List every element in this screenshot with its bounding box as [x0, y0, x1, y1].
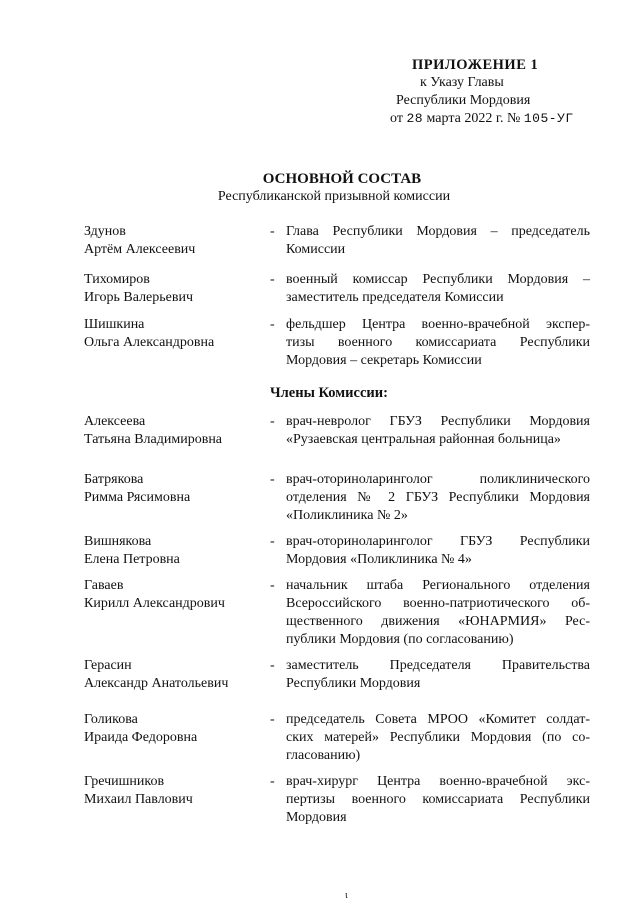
date-rest: марта 2022 г. № — [423, 111, 521, 126]
member-given-name: Игорь Валерьевич — [84, 290, 194, 305]
dash: - — [270, 534, 275, 549]
position-line: щественного движения «ЮНАРМИЯ» Рес- — [286, 614, 590, 629]
position-line: врач-невролог ГБУЗ Республики Мордовия — [286, 414, 590, 429]
position-line: фельдшер Центра военно-врачебной экспер- — [286, 317, 590, 332]
dash: - — [270, 578, 275, 593]
position-line: Глава Республики Мордовия – председатель — [286, 224, 590, 239]
member-given-name: Ираида Федоровна — [84, 730, 198, 745]
appendix-line-republic: Республики Мордовия — [396, 93, 531, 108]
appendix-block — [390, 56, 610, 128]
member-position — [286, 577, 590, 649]
member-position — [286, 316, 590, 370]
member-name — [84, 657, 259, 693]
member-position — [286, 471, 590, 525]
position-line: военный комиссар Республики Мордовия – — [286, 272, 590, 287]
member-surname: Гаваев — [84, 578, 124, 593]
member-position — [286, 657, 590, 693]
position-line: Мордовия «Поликлиника № 4» — [286, 552, 472, 567]
position-line: заместитель Председателя Правительства — [286, 658, 590, 673]
position-line: Всероссийского военно-патриотического об- — [286, 596, 590, 611]
document-heading — [0, 170, 640, 206]
date-day: 28 — [406, 111, 424, 126]
member-position — [286, 711, 590, 765]
member-position — [286, 773, 590, 827]
member-name — [84, 773, 259, 809]
member-name — [84, 316, 259, 352]
position-line: начальник штаба Регионального отделения — [286, 578, 590, 593]
dash: - — [270, 712, 275, 727]
position-line: «Поликлиника № 2» — [286, 508, 408, 523]
dash: - — [270, 472, 275, 487]
dash: - — [270, 414, 275, 429]
position-line: председатель Совета МРОО «Комитет солдат- — [286, 712, 590, 727]
page-mark: ι — [345, 890, 348, 901]
member-position — [286, 533, 590, 569]
member-position — [286, 271, 590, 307]
position-line: гласованию) — [286, 748, 361, 763]
member-position — [286, 413, 590, 449]
member-position — [286, 223, 590, 259]
member-given-name: Римма Рясимовна — [84, 490, 191, 505]
member-name — [84, 471, 259, 507]
member-given-name: Кирилл Александрович — [84, 596, 225, 611]
position-line: пертизы военного комиссариата Республики — [286, 792, 590, 807]
position-line: заместитель председателя Комиссии — [286, 290, 504, 305]
member-surname: Батрякова — [84, 472, 144, 487]
position-line: тизы военного комиссариата Республики — [286, 335, 590, 350]
dash: - — [270, 272, 275, 287]
position-line: ских матерей» Республики Мордовия (по со- — [286, 730, 590, 745]
position-line: отделения № 2 ГБУЗ Республики Мордовия — [286, 490, 590, 505]
appendix-date-line — [390, 110, 610, 128]
member-surname: Герасин — [84, 658, 132, 673]
appendix-title: ПРИЛОЖЕНИЕ 1 — [412, 57, 539, 73]
dash: - — [270, 317, 275, 332]
document-title: ОСНОВНОЙ СОСТАВ — [262, 171, 422, 187]
date-prefix: от — [390, 111, 403, 126]
member-name — [84, 271, 259, 307]
position-line: Комиссии — [286, 242, 346, 257]
position-line: «Рузаевская центральная районная больница» — [286, 432, 561, 447]
member-given-name: Ольга Александровна — [84, 335, 215, 350]
members-heading: Члены Комиссии: — [270, 385, 388, 401]
member-surname: Тихомиров — [84, 272, 150, 287]
position-line: Мордовия — [286, 810, 347, 825]
member-given-name: Александр Анатольевич — [84, 676, 229, 691]
member-surname: Гречишников — [84, 774, 165, 789]
position-line: Республики Мордовия — [286, 676, 421, 691]
member-given-name: Елена Петровна — [84, 552, 180, 567]
member-surname: Здунов — [84, 224, 126, 239]
member-name — [84, 711, 259, 747]
decree-number: 105-УГ — [523, 111, 574, 126]
member-given-name: Артём Алексеевич — [84, 242, 196, 257]
dash: - — [270, 774, 275, 789]
position-line: врач-оториноларинголог ГБУЗ Республики — [286, 534, 590, 549]
position-line: врач-оториноларинголог поликлинического — [286, 472, 590, 487]
position-line: публики Мордовия (по согласованию) — [286, 632, 514, 647]
document-subtitle: Республиканской призывной комиссии — [217, 189, 451, 204]
position-line: врач-хирург Центра военно-врачебной экс- — [286, 774, 590, 789]
dash: - — [270, 224, 275, 239]
member-name — [84, 413, 259, 449]
member-name — [84, 577, 259, 613]
position-line: Мордовия – секретарь Комиссии — [286, 353, 482, 368]
member-name — [84, 223, 259, 259]
member-surname: Голикова — [84, 712, 138, 727]
appendix-line-decree: к Указу Главы — [420, 75, 504, 90]
member-name — [84, 533, 259, 569]
dash: - — [270, 658, 275, 673]
member-surname: Вишнякова — [84, 534, 152, 549]
member-surname: Шишкина — [84, 317, 145, 332]
member-surname: Алексеева — [84, 414, 146, 429]
member-given-name: Татьяна Владимировна — [84, 432, 223, 447]
member-given-name: Михаил Павлович — [84, 792, 193, 807]
